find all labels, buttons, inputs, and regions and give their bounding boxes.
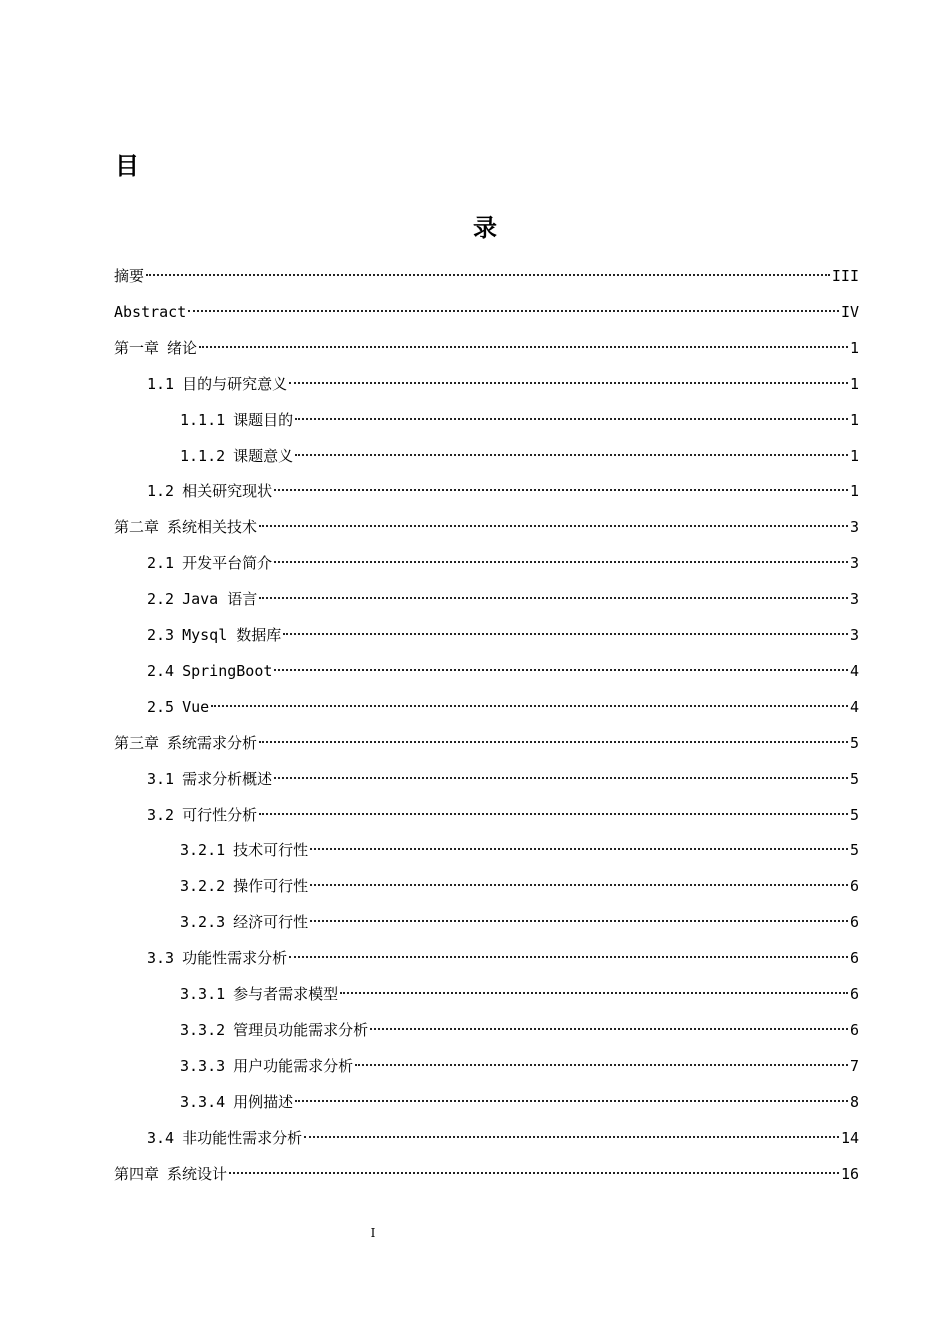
toc-entry-title: 开发平台简介: [182, 554, 273, 573]
toc-entry-number: 第四章: [114, 1164, 160, 1183]
toc-entry-number: 2.1: [147, 554, 175, 573]
toc-entry[interactable]: [114, 298, 859, 326]
toc-entry-page: 6: [849, 913, 859, 932]
toc-entry-number: 1.1.1: [180, 410, 226, 429]
toc-entry-page: 1: [849, 374, 859, 393]
toc-entry[interactable]: [147, 621, 859, 649]
toc-entry-number: 3.2.2: [180, 877, 226, 896]
toc-entry-number: 3.3.3: [180, 1056, 226, 1075]
toc-entry-title: 目的与研究意义: [182, 374, 288, 393]
toc-entry-number: 1.1: [147, 374, 175, 393]
toc-entry-title: 相关研究现状: [182, 482, 273, 501]
dot-leader: [283, 633, 848, 635]
dot-leader: [259, 525, 848, 527]
toc-entry-number: 3.4: [147, 1128, 175, 1147]
toc-entry-number: 2.3: [147, 626, 175, 644]
toc-entry-title: 用例描述: [233, 1092, 294, 1111]
toc-entry-page: 6: [849, 985, 859, 1003]
toc-entry[interactable]: [180, 980, 859, 1008]
toc-entry-page: 4: [849, 661, 859, 680]
toc-entry-title: 技术可行性: [233, 841, 309, 860]
dot-leader: [295, 418, 848, 420]
dot-leader: [211, 705, 848, 707]
toc-entry-title: 非功能性需求分析: [182, 1128, 303, 1147]
toc-entry-page: 5: [849, 733, 859, 752]
dot-leader: [310, 848, 848, 850]
toc-entry[interactable]: [147, 765, 859, 793]
toc-entry[interactable]: [180, 406, 859, 434]
toc-entry-page: 4: [849, 697, 859, 716]
toc-entry-title: 可行性分析: [182, 805, 258, 824]
dot-leader: [289, 956, 848, 958]
dot-leader: [274, 777, 848, 779]
toc-entry-title: 参与者需求模型: [233, 985, 339, 1003]
toc-entry-number: 2.5: [147, 697, 175, 716]
toc-entry[interactable]: [147, 657, 859, 685]
toc-entry-number: 3.2.1: [180, 841, 226, 860]
toc-entry[interactable]: [180, 872, 859, 900]
toc-entry-number: 第二章: [114, 518, 160, 537]
toc-entry-page: 1: [849, 338, 859, 357]
toc-entry[interactable]: [147, 801, 859, 829]
toc-entry-title: 绪论: [167, 338, 198, 357]
toc-entry-title: 系统设计: [167, 1164, 228, 1183]
toc-entry-title: 功能性需求分析: [182, 949, 288, 968]
toc-entry[interactable]: [114, 1160, 859, 1188]
toc-entry-title: 系统相关技术: [167, 518, 258, 537]
dot-leader: [274, 669, 848, 671]
toc-heading-second-char: 录: [473, 214, 497, 242]
toc-entry-page: 5: [849, 805, 859, 824]
toc-entry-page: 7: [849, 1056, 859, 1075]
toc-entry[interactable]: [180, 1052, 859, 1080]
toc-entry[interactable]: [180, 442, 859, 470]
dot-leader: [370, 1028, 848, 1030]
toc-entry-number: 3.2: [147, 805, 175, 824]
toc-entry-title: 课题意义: [233, 446, 294, 465]
dot-leader: [295, 1100, 848, 1102]
toc-entry-number: 3.3: [147, 949, 175, 968]
toc-entry-number: 2.2: [147, 590, 175, 609]
toc-entry-number: 1.1.2: [180, 446, 226, 465]
toc-entry[interactable]: [147, 1124, 859, 1152]
dot-leader: [229, 1172, 839, 1174]
toc-entry-page: 14: [840, 1128, 859, 1147]
toc-entry-number: 3.2.3: [180, 913, 226, 932]
dot-leader: [355, 1064, 848, 1066]
toc-heading-first-char: 目: [115, 152, 139, 180]
dot-leader: [340, 992, 848, 994]
toc-entry-page: 5: [849, 769, 859, 788]
dot-leader: [295, 454, 848, 456]
toc-entry-number: 1.2: [147, 482, 175, 501]
dot-leader: [259, 597, 848, 599]
toc-entry-number: 3.3.1: [180, 985, 226, 1003]
toc-entry-title: 经济可行性: [233, 913, 309, 932]
toc-entry-page: 6: [849, 877, 859, 896]
toc-entry-page: 3: [849, 590, 859, 609]
toc-entry-title: 需求分析概述: [182, 769, 273, 788]
toc-entry-number: 3.3.2: [180, 1020, 226, 1039]
toc-entry-page: 16: [840, 1164, 859, 1183]
toc-entry[interactable]: [180, 1016, 859, 1044]
dot-leader: [304, 1136, 839, 1138]
toc-entry[interactable]: [147, 693, 859, 721]
dot-leader: [259, 741, 848, 743]
toc-entry[interactable]: [147, 477, 859, 505]
toc-entry-number: 3.1: [147, 769, 175, 788]
toc-entry-title: SpringBoot: [182, 661, 273, 680]
toc-entry-number: 3.3.4: [180, 1092, 226, 1111]
toc-entry[interactable]: [180, 836, 859, 864]
toc-entry[interactable]: [114, 262, 859, 290]
toc-entry-page: 1: [849, 446, 859, 465]
toc-entry-title: 操作可行性: [233, 877, 309, 896]
toc-entry-title: 摘要: [114, 267, 145, 285]
toc-entry[interactable]: [147, 585, 859, 613]
toc-entry-page: 6: [849, 949, 859, 968]
toc-entry-page: 3: [849, 554, 859, 573]
toc-entry-page: 1: [849, 410, 859, 429]
toc-entry-page: III: [831, 267, 859, 285]
toc-entry-page: 3: [849, 626, 859, 644]
toc-entry[interactable]: [114, 729, 859, 757]
dot-leader: [274, 489, 848, 491]
toc-entry[interactable]: [114, 513, 859, 541]
toc-entry-page: 8: [849, 1092, 859, 1111]
toc-entry-title: Mysql 数据库: [182, 626, 282, 644]
toc-entry-number: 2.4: [147, 661, 175, 680]
toc-entry-number: 第一章: [114, 338, 160, 357]
toc-entry-title: Vue: [182, 697, 210, 716]
toc-entry[interactable]: [180, 1088, 859, 1116]
toc-entry-page: 5: [849, 841, 859, 860]
dot-leader: [274, 561, 848, 563]
dot-leader: [289, 382, 848, 384]
toc-entry-title: 课题目的: [233, 410, 294, 429]
toc-entry-page: 3: [849, 518, 859, 537]
page-number: I: [370, 1226, 376, 1240]
dot-leader: [310, 920, 848, 922]
toc-entry-title: Abstract: [114, 302, 187, 321]
toc-entry-number: 第三章: [114, 733, 160, 752]
toc-entry-page: 6: [849, 1020, 859, 1039]
toc-entry-page: IV: [840, 302, 859, 321]
dot-leader: [259, 813, 848, 815]
toc-entry[interactable]: [114, 334, 859, 362]
toc-entry[interactable]: [147, 944, 859, 972]
toc-entry-title: 用户功能需求分析: [233, 1056, 354, 1075]
toc-entry-page: 1: [849, 482, 859, 501]
toc-entry[interactable]: [147, 370, 859, 398]
toc-entry-title: 系统需求分析: [167, 733, 258, 752]
toc-entry[interactable]: [180, 908, 859, 936]
dot-leader: [310, 884, 848, 886]
toc-entry-title: 管理员功能需求分析: [233, 1020, 369, 1039]
toc-entry-title: Java 语言: [182, 590, 258, 609]
toc-entry[interactable]: [147, 549, 859, 577]
dot-leader: [188, 310, 839, 312]
dot-leader: [199, 346, 848, 348]
dot-leader: [146, 274, 830, 276]
